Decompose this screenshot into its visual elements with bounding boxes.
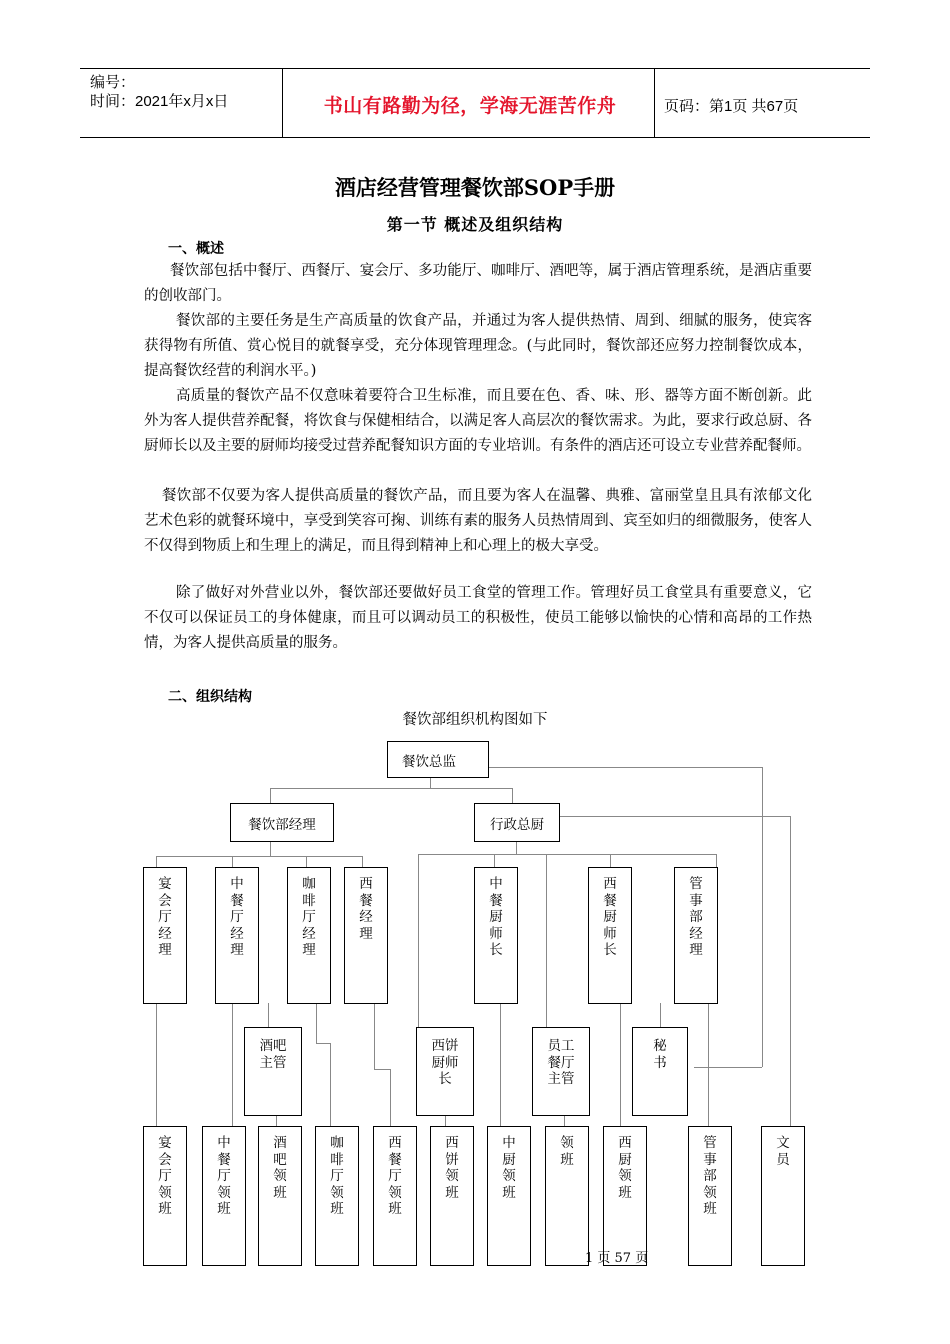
org-box-western-restaurant-captain: 西餐厅领班	[373, 1126, 417, 1266]
connector	[546, 854, 547, 1030]
connector	[390, 1069, 391, 1126]
connector	[488, 767, 762, 768]
connector	[716, 854, 717, 868]
org-box-stewarding-captain: 管事部领班	[688, 1126, 732, 1266]
org-box-director: 餐饮总监	[387, 741, 489, 778]
connector	[512, 788, 513, 804]
connector	[610, 854, 611, 868]
time-label: 时间：2021年x月x日	[90, 93, 229, 110]
connector	[276, 1115, 277, 1126]
org-box-stewarding-manager: 管事部经理	[674, 867, 718, 1004]
org-box-chinese-restaurant-manager: 中餐厅经理	[215, 867, 259, 1004]
connector	[156, 856, 362, 857]
connector	[270, 788, 271, 804]
connector	[560, 816, 790, 817]
connector	[620, 1003, 621, 1126]
connector	[270, 842, 271, 856]
org-box-cafe-manager: 咖啡厅经理	[287, 867, 331, 1004]
page-number: 页码：第1页 共67页	[664, 98, 799, 115]
org-box-staff-canteen-supervisor: 员工餐厅主管	[532, 1027, 590, 1116]
connector	[660, 1003, 661, 1027]
paragraph: 除了做好对外营业以外，餐饮部还要做好员工食堂的管理工作。管理好员工食堂具有重要意义，它不仅可以保证员工的身体健康，而且可以调动员工的积极性，使员工能够以愉快的心情和高昂的工作热情，为客人提供高质量的服务。	[144, 585, 812, 651]
org-box-pastry-head-chef: 西饼厨师长	[416, 1027, 474, 1116]
connector	[374, 1069, 390, 1070]
paragraph: 餐饮部不仅要为客人提供高质量的餐饮产品，而且要为客人在温馨、典雅、富丽堂皇且具有浓郁文化艺术色彩的就餐环境中，享受到笑容可掬、训练有素的服务人员热情周到、宾至如归的细微服务，使客人不仅得到物质上和生理上的满足，而且得到精神上和心理上的极大享受。	[144, 488, 812, 554]
document-title: 酒店经营管理餐饮部SOP手册	[334, 175, 616, 200]
header-motto: 书山有路勤为径，学海无涯苦作舟	[323, 95, 617, 117]
org-box-banquet-manager: 宴会厅经理	[143, 867, 187, 1004]
org-box-cafe-captain: 咖啡厅领班	[315, 1126, 359, 1266]
connector	[156, 1003, 157, 1126]
org-box-western-kitchen-captain: 西厨领班	[603, 1126, 647, 1266]
paragraph: 餐饮部包括中餐厅、西餐厅、宴会厅、多功能厅、咖啡厅、酒吧等，属于酒店管理系统，是酒店重要的创收部门。	[144, 263, 812, 304]
connector	[694, 1067, 762, 1068]
org-box-bar-captain: 酒吧领班	[258, 1126, 302, 1266]
org-box-executive-chef: 行政总厨	[474, 803, 560, 842]
connector	[330, 1043, 331, 1126]
page-footer: 1 页 57 页	[585, 1251, 649, 1266]
connector	[430, 778, 431, 788]
connector	[268, 1003, 269, 1027]
connector	[516, 842, 517, 854]
org-box-secretary: 秘书	[632, 1027, 688, 1116]
connector	[564, 1115, 565, 1126]
org-box-bar-supervisor: 酒吧主管	[244, 1027, 302, 1116]
connector	[270, 788, 512, 789]
connector	[500, 1003, 501, 1126]
connector	[494, 854, 495, 868]
org-box-chinese-kitchen-captain: 中厨领班	[487, 1126, 531, 1266]
connector	[445, 1115, 446, 1126]
org-box-fb-manager: 餐饮部经理	[230, 803, 334, 842]
org-box-chinese-restaurant-captain: 中餐厅领班	[202, 1126, 246, 1266]
paragraph: 餐饮部的主要任务是生产高质量的饮食产品，并通过为客人提供热情、周到、细腻的服务，使宾客获得物有所值、赏心悦目的就餐享受，充分体现管理理念。(与此同时，餐饮部还应努力控制餐饮成本，提高餐饮经营的利润水平。)	[144, 313, 812, 379]
overview-heading: 一、概述	[168, 241, 224, 257]
org-heading: 二、组织结构	[168, 689, 252, 705]
connector	[762, 767, 763, 1067]
number-label: 编号：	[90, 74, 136, 91]
org-box-banquet-captain: 宴会厅领班	[143, 1126, 187, 1266]
connector	[316, 1003, 317, 1043]
connector	[316, 1043, 330, 1044]
org-box-western-manager: 西餐经理	[344, 867, 388, 1004]
org-box-clerk: 文员	[761, 1126, 805, 1266]
connector	[418, 854, 716, 855]
connector	[790, 816, 791, 1126]
connector	[418, 854, 419, 1028]
org-chart-caption: 餐饮部组织机构图如下	[402, 712, 548, 728]
org-box-western-head-chef: 西餐厨师长	[588, 867, 632, 1004]
section-title: 第一节 概述及组织结构	[386, 215, 564, 234]
org-box-pastry-captain: 西饼领班	[430, 1126, 474, 1266]
org-box-canteen-captain: 领班	[545, 1126, 589, 1266]
org-box-chinese-head-chef: 中餐厨师长	[474, 867, 518, 1004]
connector	[232, 1003, 233, 1126]
connector	[374, 1003, 375, 1069]
connector	[708, 1003, 709, 1126]
paragraph: 高质量的餐饮产品不仅意味着要符合卫生标准，而且要在色、香、味、形、器等方面不断创新。此外为客人提供营养配餐，将饮食与保健相结合，以满足客人高层次的餐饮需求。为此，要求行政总厨、各厨师长以及主要的厨师均接受过营养配餐知识方面的专业培训。有条件的酒店还可设立专业营养配餐师。	[144, 388, 812, 454]
